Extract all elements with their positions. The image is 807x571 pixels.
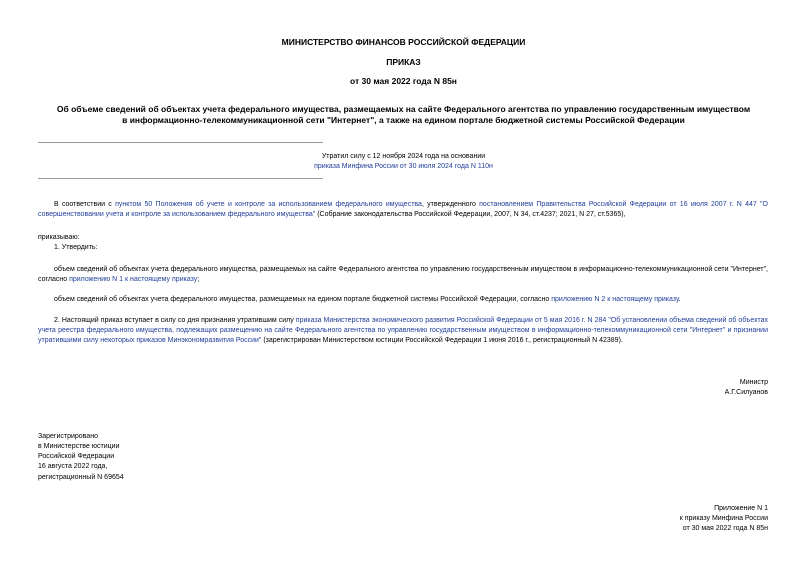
appendix2-link[interactable]: приложению N 2 к настоящему приказу bbox=[551, 296, 679, 303]
appendix-line-3: от 30 мая 2022 года N 85н bbox=[682, 525, 768, 533]
preamble-text-1: В соответствии с bbox=[54, 201, 116, 208]
item1-sub1-end: ; bbox=[197, 276, 200, 284]
registration-line-1: Зарегистрировано bbox=[38, 433, 98, 440]
signature-role: Министр bbox=[739, 379, 768, 386]
item2-text-2: (зарегистрирован Министерством юстиции Российской Федерации 1 июня 2016 г., регистрационный N 42389). bbox=[261, 337, 623, 345]
item1-heading: 1. Утвердить: bbox=[54, 244, 98, 251]
item2-text-1: 2. Настоящий приказ вступает в силу со дня признания утратившим силу bbox=[54, 317, 296, 324]
preamble-link-2[interactable]: постановлением Правительства Российской Федерации от 16 июля 2007 г. N 447 "О совершенствовании учета и контроле за использованием федерального имущества" bbox=[38, 201, 768, 219]
status-text: Утратил силу с 12 ноября 2024 года на основании bbox=[321, 153, 486, 160]
divider-bottom bbox=[38, 178, 323, 179]
item2-paragraph bbox=[38, 316, 768, 346]
appendix1-link[interactable]: приложению N 1 к настоящему приказу bbox=[69, 276, 198, 284]
document-title-line-2: в информационно-телекоммуникационной сети "Интернет", а также на едином портале бюджетной системы Российской Федерации bbox=[122, 115, 685, 126]
divider-top bbox=[38, 142, 323, 143]
repealed-order-link[interactable]: приказа Министерства экономического развития Российской Федерации от 5 мая 2016 г. N 284 "Об установлении объема сведений об объектах учета реестра федерального имущества, подлежащих размещению на сайте Федерального агентства по управлению государственным имуществом в информационно-телекоммуникационной сети "Интернет" и признании утратившими силу некоторых приказов Минэкономразвития России" bbox=[38, 317, 768, 345]
preamble-link-1[interactable]: пунктом 50 Положения об учете и контроле за использованием федерального имущества bbox=[115, 201, 422, 208]
registration-line-4: 16 августа 2022 года, bbox=[38, 463, 108, 471]
item1-sub2-end: . bbox=[678, 296, 681, 303]
signature-block bbox=[600, 378, 768, 398]
doc-type-heading: ПРИКАЗ bbox=[386, 57, 421, 67]
doc-date-number: от 30 мая 2022 года N 85н bbox=[350, 76, 457, 86]
status-note bbox=[0, 152, 807, 172]
preamble-text-2: , утвержденного bbox=[421, 201, 480, 208]
item1-sub1 bbox=[38, 265, 768, 285]
registration-line-2: в Министерстве юстиции bbox=[38, 443, 120, 451]
registration-block bbox=[38, 432, 338, 483]
appendix-line-1: Приложение N 1 bbox=[714, 505, 768, 512]
item1-sub2 bbox=[38, 295, 768, 305]
appendix-line-2: к приказу Минфина России bbox=[679, 515, 768, 523]
ministry-heading: МИНИСТЕРСТВО ФИНАНСОВ РОССИЙСКОЙ ФЕДЕРАЦИИ bbox=[281, 37, 526, 47]
registration-line-5: регистрационный N 69654 bbox=[38, 473, 124, 481]
document-title-line-1: Об объеме сведений об объектах учета федерального имущества, размещаемых на сайте Федерального агентства по управлению государственным имуществом bbox=[56, 104, 751, 114]
signature-name: А.Г.Силуанов bbox=[724, 389, 768, 397]
registration-line-3: Российской Федерации bbox=[38, 453, 115, 461]
document-title bbox=[0, 104, 807, 127]
appendix-block bbox=[560, 504, 768, 534]
item1-sub1-text: объем сведений об объектах учета федерального имущества, размещаемых на сайте Федерального агентства по управлению государственным имуществом в информационно-телекоммуникационной сети "Интернет", согласно bbox=[38, 266, 768, 284]
preamble-paragraph bbox=[38, 200, 768, 220]
item1-sub2-text: объем сведений об объектах учета федерального имущества, размещаемых на едином портале бюджетной системы Российской Федерации, согласно bbox=[54, 296, 552, 303]
status-link[interactable]: приказа Минфина России от 30 июля 2024 года N 110н bbox=[314, 163, 493, 171]
preamble-text-3: (Собрание законодательства Российской Федерации, 2007, N 34, ст.4237; 2021, N 27, ст.5365), bbox=[315, 211, 626, 219]
order-word: приказываю: bbox=[38, 234, 80, 241]
